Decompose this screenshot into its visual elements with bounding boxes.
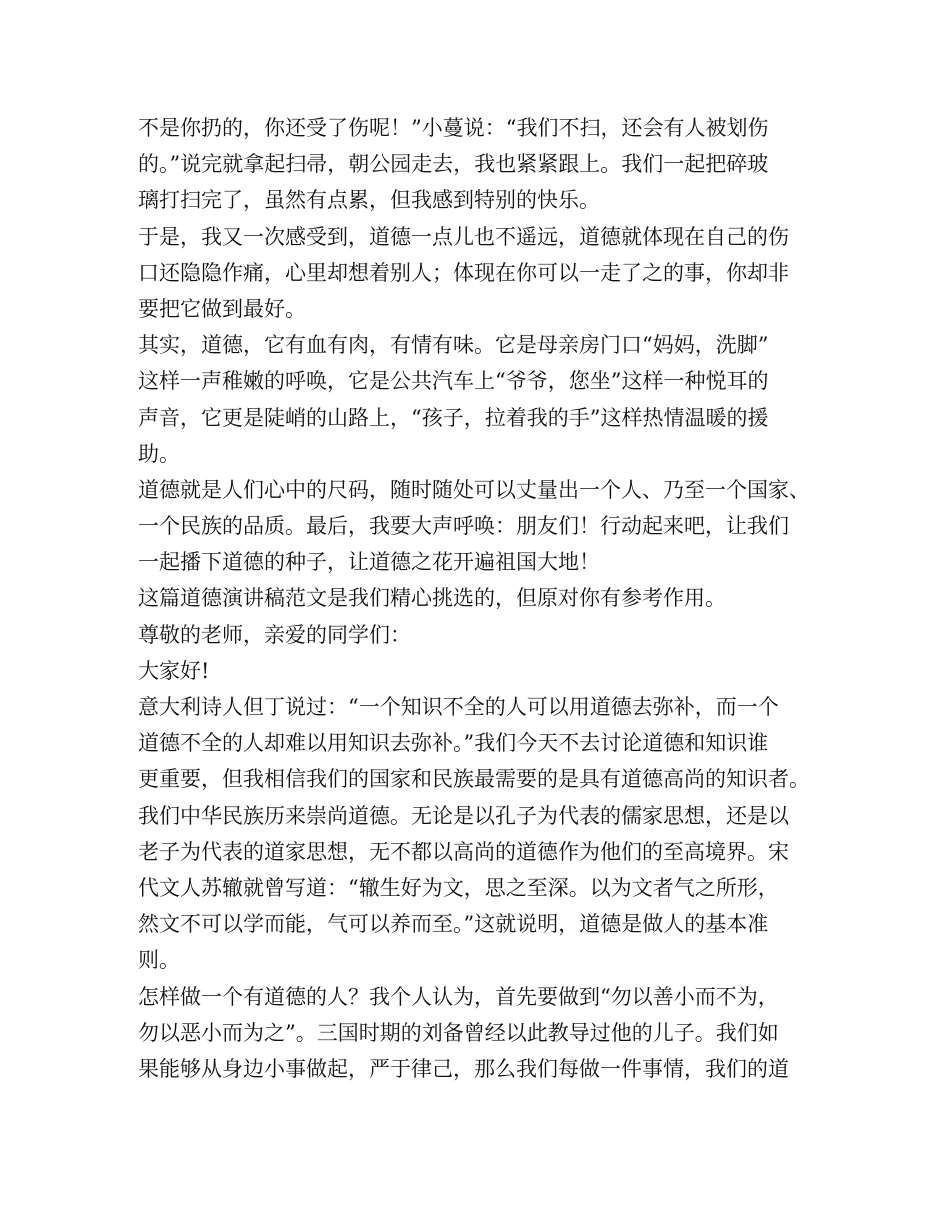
text-line: 一个民族的品质。最后，我要大声呼唤：朋友们！行动起来吧，让我们 xyxy=(138,514,789,539)
text-line: 果能够从身边小事做起，严于律己，那么我们每做一件事情，我们的道 xyxy=(138,1056,789,1081)
text-line: 更重要，但我相信我们的国家和民族最需要的是具有道德高尚的知识者。 xyxy=(138,767,810,792)
text-line: 璃打扫完了，虽然有点累，但我感到特别的快乐。 xyxy=(138,188,600,213)
text-line: 的。”说完就拿起扫帚，朝公园走去，我也紧紧跟上。我们一起把碎玻 xyxy=(138,152,769,177)
text-line: 大家好! xyxy=(138,658,210,683)
text-line: 则。 xyxy=(138,948,180,973)
text-line: 怎样做一个有道德的人？我个人认为，首先要做到“勿以善小而不为， xyxy=(138,984,779,1009)
text-line: 老子为代表的道家思想，无不都以高尚的道德作为他们的至高境界。宋 xyxy=(138,839,789,864)
text-line: 代文人苏辙就曾写道：“辙生好为文，思之至深。以为文者气之所形， xyxy=(138,875,779,900)
text-line: 要把它做到最好。 xyxy=(138,296,306,321)
text-line: 助。 xyxy=(138,441,180,466)
text-line: 尊敬的老师，亲爱的同学们： xyxy=(138,622,411,647)
text-line: 我们中华民族历来崇尚道德。无论是以孔子为代表的儒家思想，还是以 xyxy=(138,803,789,828)
text-line: 勿以恶小而为之”。三国时期的刘备曾经以此教导过他的儿子。我们如 xyxy=(138,1020,779,1045)
text-line: 道德不全的人却难以用知识去弥补。”我们今天不去讨论道德和知识谁 xyxy=(138,731,769,756)
text-line: 道德就是人们心中的尺码，随时随处可以丈量出一个人、乃至一个国家、 xyxy=(138,477,810,502)
text-line: 不是你扔的，你还受了伤呢！”小蔓说：“我们不扫，还会有人被划伤 xyxy=(138,116,769,140)
text-line: 口还隐隐作痛，心里却想着别人；体现在你可以一走了之的事，你却非 xyxy=(138,260,789,285)
text-line: 一起播下道德的种子，让道德之花开遍祖国大地！ xyxy=(138,550,600,575)
text-line: 这篇道德演讲稿范文是我们精心挑选的，但原对你有参考作用。 xyxy=(138,586,726,611)
text-line: 声音，它更是陡峭的山路上，“孩子，拉着我的手”这样热情温暖的援 xyxy=(138,405,769,430)
text-line: 于是，我又一次感受到，道德一点儿也不遥远，道德就体现在自己的伤 xyxy=(138,224,789,249)
body-text xyxy=(138,110,828,1087)
text-line: 意大利诗人但丁说过：“一个知识不全的人可以用道德去弥补，而一个 xyxy=(138,695,779,719)
text-line: 然文不可以学而能，气可以养而至。”这就说明，道德是做人的基本准 xyxy=(138,912,769,937)
text-line: 这样一声稚嫩的呼唤，它是公共汽车上“爷爷，您坐”这样一种悦耳的 xyxy=(138,369,769,394)
text-line: 其实，道德，它有血有肉，有情有味。它是母亲房门口“妈妈，洗脚” xyxy=(138,333,769,358)
